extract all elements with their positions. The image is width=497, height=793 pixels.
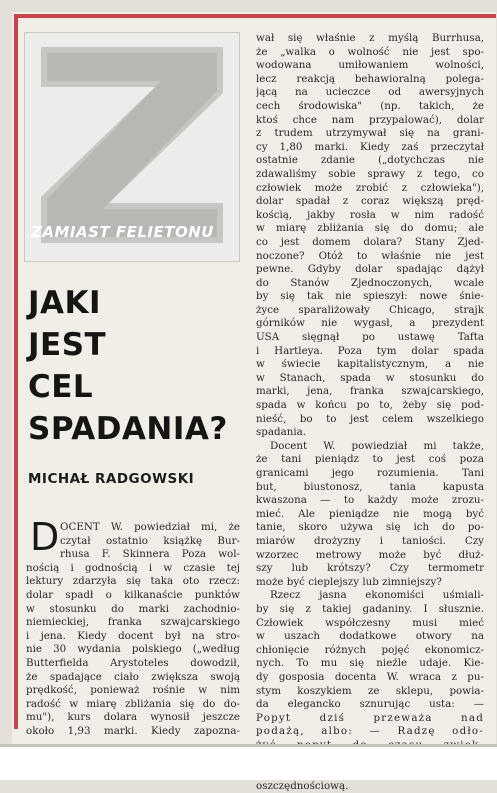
text-line: Człowiek współczesny musi mieć [256,616,484,629]
text-line: Popyt dziś przeważa nad [256,711,484,724]
text-line: w świecie kapitalistycznym, a nie [256,358,484,371]
text-line: czytał ostatnio książkę Bur- [60,534,240,547]
article-author: MICHAŁ RADGOWSKI [28,471,195,487]
text-line: cy 1,80 marki. Kiedy zaś przeczytał [256,140,484,153]
text-line: że tani pieniądz to jest coś poza [256,453,484,466]
text-line: granicami jego rozumienia. Tani [256,467,484,479]
text-line: nieść, bo to jest celem wszelkiego [256,412,484,425]
text-line: wzorzec metrowy może być dłuż- [256,548,484,561]
text-line: da elegancko sznurując usta: — [256,698,484,711]
text-line: około 1,93 marki. Kiedy zapozna- [26,724,240,737]
text-line: nych. To mu się nieźle udaje. Kie- [256,657,484,670]
drop-cap: D [30,515,60,559]
text-line: w uszach dodatkowe otwory na [256,630,484,643]
text-line: spadania. [256,426,307,439]
text-line: Butterfielda Arystoteles dowodził, [26,656,240,669]
text-line: że „walka o wolność nie jest spo- [256,45,484,58]
text-line: życe sparaliżowały Chicago, strajk [256,303,484,316]
text-line: rhusa F. Skinnera Poza wol- [60,548,240,561]
text-line: chłonięcie różnych pojęć ekonomicz- [256,643,484,656]
text-line: do Stanów Zjednoczonych, wcale [256,276,484,289]
text-line: prędkość, ponieważ rośnie w nim [26,684,240,697]
page-bottom-edge [0,744,497,780]
page-bottom-divider [0,744,497,747]
text-line: mieć. Ale pieniądze nie mogą być [256,507,484,520]
text-line: lecz reakcją behawioralną polega- [256,72,484,85]
text-line: dolar spadał z coraz większą pręd- [256,195,484,208]
text-line: stym koszykiem ze sklepu, powia- [256,684,484,697]
text-line: jącą na ucieczce od awersyjnych [256,86,484,99]
text-line: niemieckiej, franka szwajcarskiego [26,616,240,629]
article-column-right [256,32,484,793]
title-line: SPADANIA? [28,411,228,447]
text-line: i jena. Kiedy docent był na stro- [26,629,240,642]
text-line: człowiek może zrobić z człowieka"), [256,181,484,194]
text-line: nie 30 wydania polskiego („według [26,643,240,656]
text-line: marki, jena, franka szwajcarskiego, [256,385,484,398]
text-line: ktoś chce nam przypalować), dolar [256,113,484,126]
text-line: z trudem utrzymywał się na grani- [256,127,484,140]
text-line: Rzecz jasna ekonomiści uśmiali- [270,589,484,602]
text-line: i Hartleya. Poza tym dolar spada [256,344,484,357]
text-line: kością, jakby rosła w nim radość [256,208,484,221]
title-line: JEST [28,327,107,363]
text-line: może być cieplejszy lub zimniejszy? [256,575,442,588]
text-line: lektury zdarzyła się taka oto rzecz: [26,575,240,588]
text-line: tanie, skoro używa się ich do po- [256,521,484,534]
red-border-top [14,14,496,18]
text-line: by się z takiej gadaniny. I słusznie. [256,602,484,615]
text-line: but, biustonosz, tania kapusta [256,480,484,493]
text-line: w Stanach, spada w stosunku do [256,371,484,384]
text-line: mu"), kurs dolara wynosił jeszcze [26,711,240,724]
text-line: oszczędnościową. [256,779,349,792]
text-line: spada w końcu po to, żeby się pod- [256,399,484,412]
logo-label: ZAMIAST FELIETONU [31,223,214,241]
text-line: podażą, albo: — Radzę odło- [256,725,484,738]
text-line: cech środowiska" (np. takich, że [256,99,484,112]
text-line: Docent W. powiedział mi także, [270,439,484,452]
title-line: CEL [28,369,94,405]
text-line: że spadające ciało zwiększa swoją [26,670,240,683]
title-line: JAKI [28,285,102,321]
text-line: w miarę zbliżania się do domu; ale [256,222,484,235]
text-line: radość w miarę zbliżania się do do- [26,697,240,710]
text-line: wodowana umiłowaniem wolności, [256,59,484,72]
text-line: nością i godnością i w czasie tej [26,561,240,574]
text-line: zdawaliśmy sobie sprawy z tego, co [256,167,484,180]
text-line: ostatnie zdanie („dotychczas nie [256,154,484,167]
text-line: dy gosposia docenta W. wraca z pu- [256,670,484,683]
article-title [28,282,228,450]
text-line: noczone? Otóż to właśnie nie jest [256,249,484,262]
article-column-left [26,521,240,739]
text-line: kwaszona — to każdy może zrozu- [256,494,484,507]
text-line: OCENT W. powiedział mi, że [60,521,240,533]
text-line: co jest domem dolara? Stany Zjed- [256,235,484,248]
text-line: by się tak nie spieszył: nowe śnie- [256,290,484,303]
text-line: w stosunku do marki zachodnio- [26,602,240,615]
text-line: szy lub krótszy? Czy termometr [256,562,484,575]
red-border-left [14,14,18,729]
text-line: dolar spadł o kilkanaście punktów [26,588,240,601]
text-line: górników nie wygasł, a prezydent [256,317,484,330]
text-line: USA sięgnął po ustawę Tafta [256,331,484,344]
column-logo [24,32,240,262]
text-line: pewne. Gdyby dolar spadając dążył [256,263,484,276]
text-line: wał się właśnie z myślą Burrhusa, [256,32,484,44]
text-line: miarów drożyzny i taniości. Czy [256,534,484,547]
